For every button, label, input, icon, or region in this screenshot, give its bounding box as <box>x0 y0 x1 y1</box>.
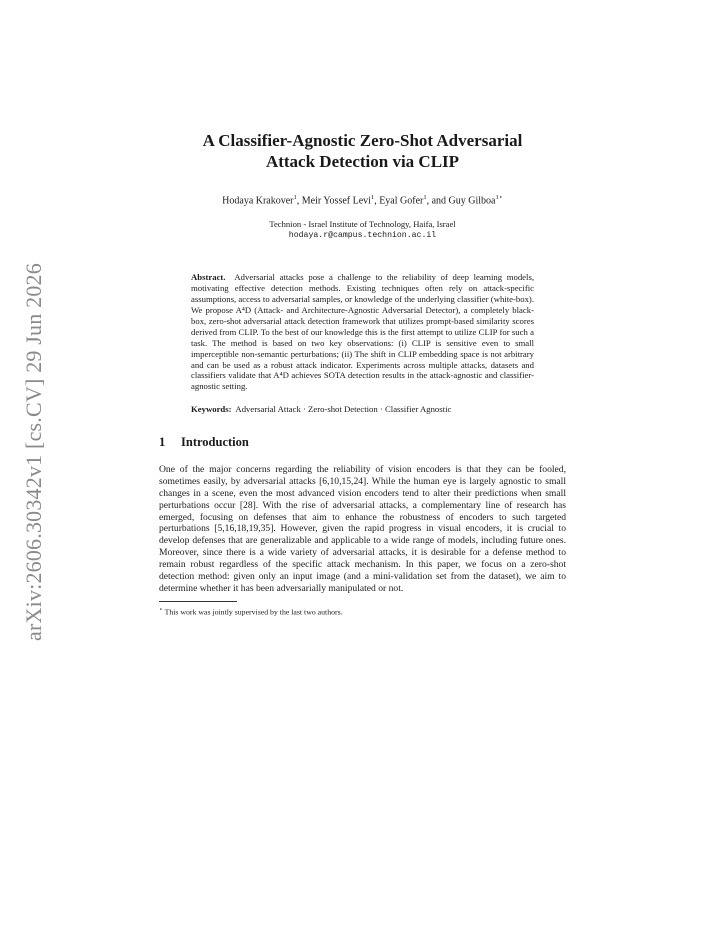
author-mark: 1 <box>293 194 297 201</box>
author-mark: 1⋆ <box>495 194 503 201</box>
author-name: Guy Gilboa <box>448 195 496 207</box>
section-number: 1 <box>159 435 166 450</box>
paper-title <box>159 130 566 172</box>
author-separator: , and <box>426 195 449 207</box>
author-separator: , <box>374 195 380 207</box>
footnote-mark: ⋆ <box>159 607 163 614</box>
author-name: Eyal Gofer <box>379 195 424 207</box>
keywords-label: Keywords: <box>191 404 232 415</box>
paper-page <box>159 130 566 618</box>
abstract-label: Abstract. <box>191 272 226 283</box>
title-line-2: Attack Detection via CLIP <box>265 152 460 171</box>
arxiv-identifier-text: arXiv:2606.30342v1 [cs.CV] 29 Jun 2026 <box>21 263 46 641</box>
author-mark: 1 <box>423 194 427 201</box>
author-name: Meir Yossef Levi <box>301 195 371 207</box>
footnote-text: This work was jointly supervised by the last two authors. <box>164 608 343 618</box>
author-email[interactable]: hodaya.r@campus.technion.ac.il <box>288 231 437 241</box>
title-line-1: A Classifier-Agnostic Zero-Shot Adversarial <box>202 131 523 150</box>
author-mark: 1 <box>370 194 375 201</box>
footnote-divider <box>159 601 237 602</box>
affiliation: Technion - Israel Institute of Technology, Haifa, Israel <box>269 219 456 230</box>
abstract <box>191 272 534 392</box>
keywords <box>191 404 534 415</box>
author-name: Hodaya Krakover <box>222 195 294 207</box>
section-heading <box>159 434 566 450</box>
section-title: Introduction <box>181 435 249 450</box>
author-separator: , <box>296 195 302 207</box>
author-list <box>159 191 566 207</box>
abstract-text: Adversarial attacks pose a challenge to the reliability of deep learning models, motivating effective detection methods. Existing techniques often rely on attack-specific assumptions, access to adversarial samples, or knowledge of the underlying classifier (white-box). We propose A⁴D (Attack- and Architecture-Agnostic Adversarial Detector), a completely black-box, zero-shot adversarial attack detection framework that utilizes prompt-based similarity scores derived from CLIP. To the best of our knowledge this is the first attempt to utilize CLIP for such a task. The method is based on two key observations: (i) CLIP is sensitive even to small imperceptible non-semantic perturbations; (ii) The shift in CLIP embedding space is not arbitrary and can be used as a robust attack indicator. Experiments across multiple attacks, datasets and classifiers validate that A⁴D achieves SOTA detection results in the attack-agnostic and classifier-agnostic setting. <box>191 272 534 392</box>
keywords-text: Adversarial Attack · Zero-shot Detection · Classifier Agnostic <box>235 404 452 415</box>
footnote <box>159 605 566 618</box>
intro-paragraph: One of the major concerns regarding the reliability of vision encoders is that they can be fooled, sometimes easily, by adversarial attacks [6,10,15,24]. While the human eye is largely agnostic to small changes in a scene, even the most advanced vision encoders tend to alter their predictions when small perturbations occur [28]. With the rise of adversarial attacks, a complementary line of research has emerged, focusing on defenses that aim to enhance the robustness of encoders to such targeted perturbations [5,16,18,19,35]. However, given the rapid progress in visual encoders, it is crucial to develop defenses that are generalizable and applicable to a wide range of models, including future ones. Moreover, since there is a wide variety of adversarial attacks, it is desirable for a defense method to remain robust regardless of the specific attack mechanism. In this paper, we focus on a zero-shot detection method: given only an input image (and a mini-validation set from the dataset), we aim to determine whether it has been adversarially manipulated or not. <box>159 464 566 594</box>
